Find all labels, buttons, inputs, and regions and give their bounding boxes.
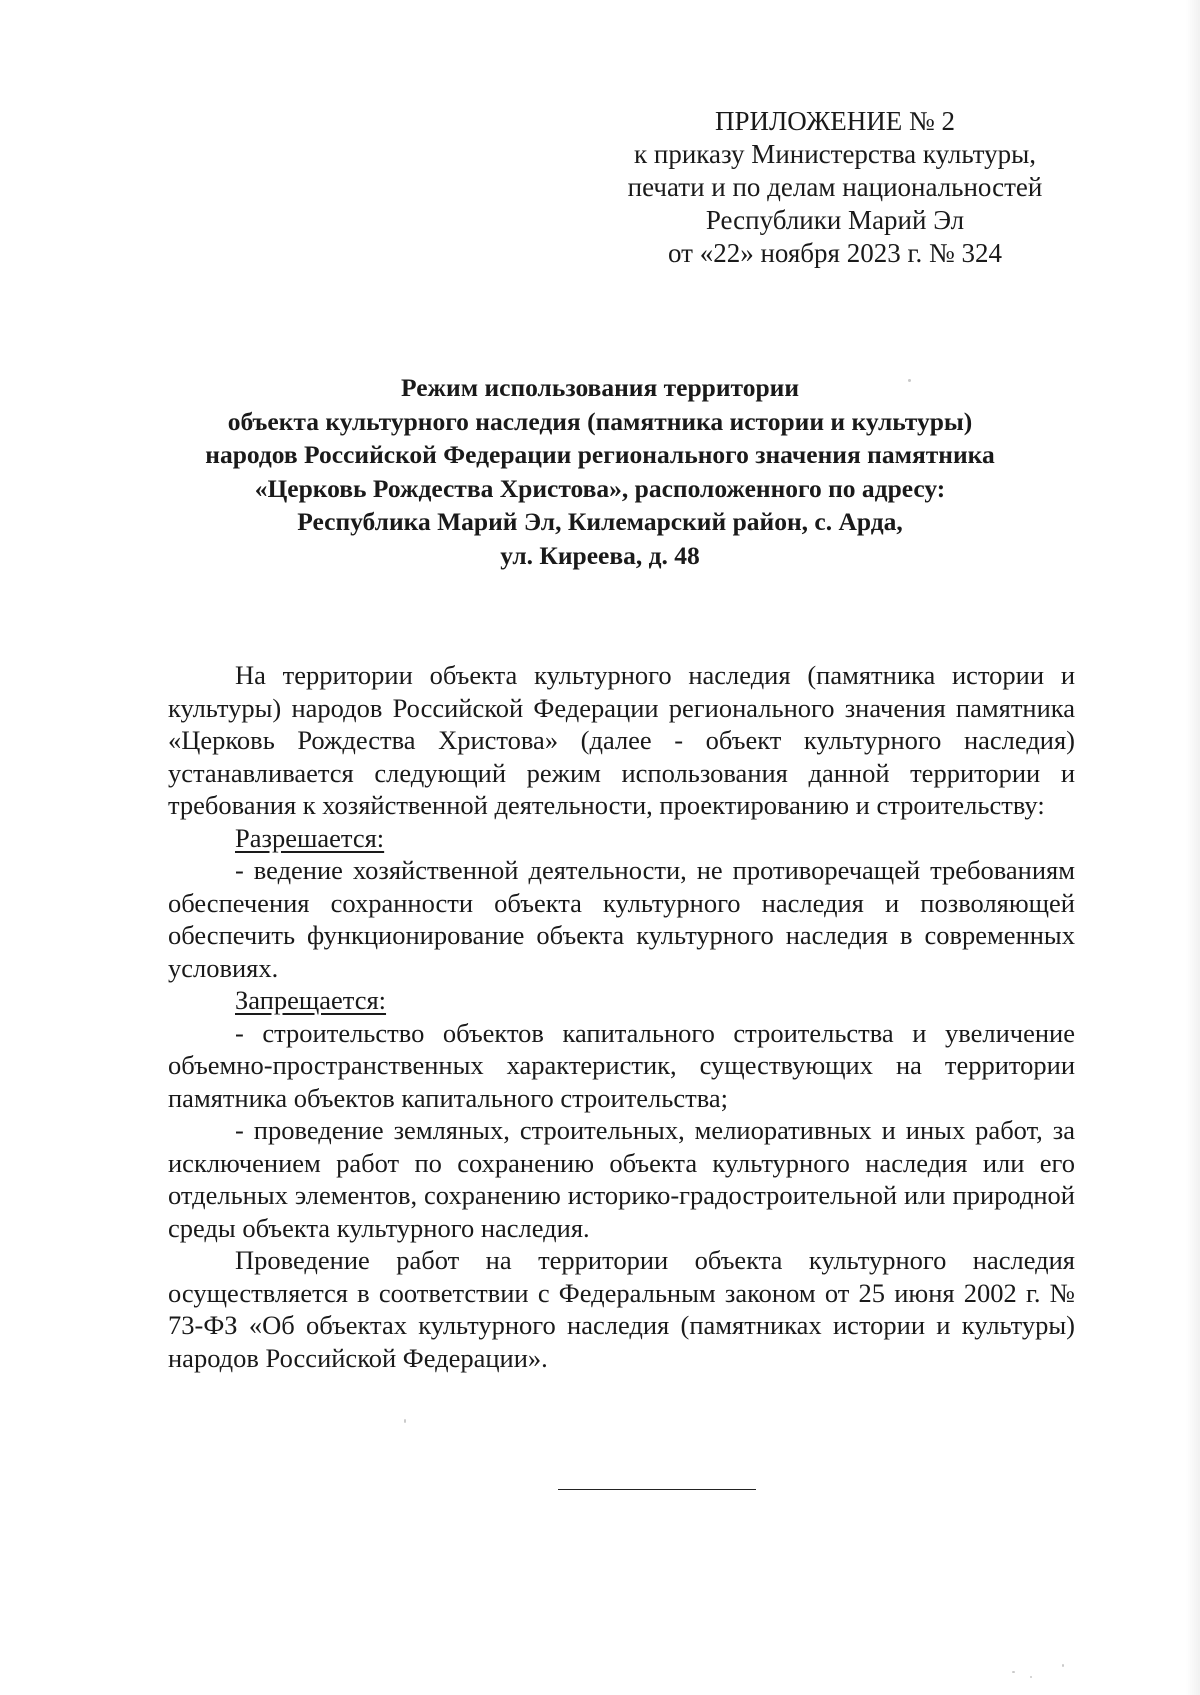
forbidden-item: - строительство объектов капитального строительства и увеличение объемно-пространственных характеристик, существующих на территории памятника объектов капитального строительства; bbox=[168, 1017, 1075, 1113]
scan-edge-shadow bbox=[1186, 0, 1200, 1695]
document-body bbox=[168, 659, 1075, 1374]
scan-speck bbox=[1012, 1671, 1015, 1673]
title-line: объекта культурного наследия (памятника истории и культуры) bbox=[227, 406, 973, 436]
closing-paragraph: Проведение работ на территории объекта культурного наследия осуществляется в соответствии с Федеральным законом от 25 июня 2002 г. № 73-ФЗ «Об объектах культурного наследия (памятниках истории и культуры) народов Российской Федерации». bbox=[168, 1245, 1075, 1373]
title-line: Режим использования территории bbox=[400, 373, 800, 402]
scan-speck bbox=[908, 379, 911, 382]
forbidden-item: - проведение земляных, строительных, мелиоративных и иных работ, за исключением работ по сохранению объекта культурного наследия или его отдельных элементов, сохранению историко-градостроительной или природной среды объекта культурного наследия. bbox=[168, 1115, 1075, 1243]
title-line: народов Российской Федерации регионального значения памятника bbox=[205, 440, 995, 469]
title-line: Республика Марий Эл, Килемарский район, с. Арда, bbox=[297, 507, 903, 536]
appendix-line-republic: Республики Марий Эл bbox=[705, 205, 965, 235]
appendix-line-order: к приказу Министерства культуры, bbox=[634, 139, 1036, 169]
scan-speck bbox=[404, 1419, 406, 1423]
end-separator-line bbox=[558, 1489, 756, 1490]
forbidden-heading: Запрещается: bbox=[235, 985, 387, 1015]
intro-paragraph: На территории объекта культурного наследия (памятника истории и культуры) народов Российской Федерации регионального значения памятника «Церковь Рождества Христова» (далее - объект культурного наследия) устанавливается следующий режим использования данной территории и требования к хозяйственной деятельности, проектированию и строительству: bbox=[168, 660, 1075, 820]
scan-speck bbox=[1030, 1676, 1032, 1678]
appendix-header bbox=[600, 105, 1070, 270]
scan-speck bbox=[1062, 1664, 1064, 1667]
document-title bbox=[120, 371, 1080, 572]
appendix-line-ministry: печати и по делам национальностей bbox=[627, 172, 1043, 202]
appendix-number: ПРИЛОЖЕНИЕ № 2 bbox=[714, 106, 956, 136]
title-line: ул. Киреева, д. 48 bbox=[500, 540, 700, 570]
appendix-line-date: от «22» ноября 2023 г. № 324 bbox=[668, 238, 1002, 268]
title-line: «Церковь Рождества Христова», расположенного по адресу: bbox=[254, 473, 946, 503]
allowed-heading: Разрешается: bbox=[235, 822, 385, 853]
allowed-item: - ведение хозяйственной деятельности, не противоречащей требованиям обеспечения сохранности объекта культурного наследия и позволяющей обеспечить функционирование объекта культурного наследия в современных условиях. bbox=[168, 855, 1075, 983]
